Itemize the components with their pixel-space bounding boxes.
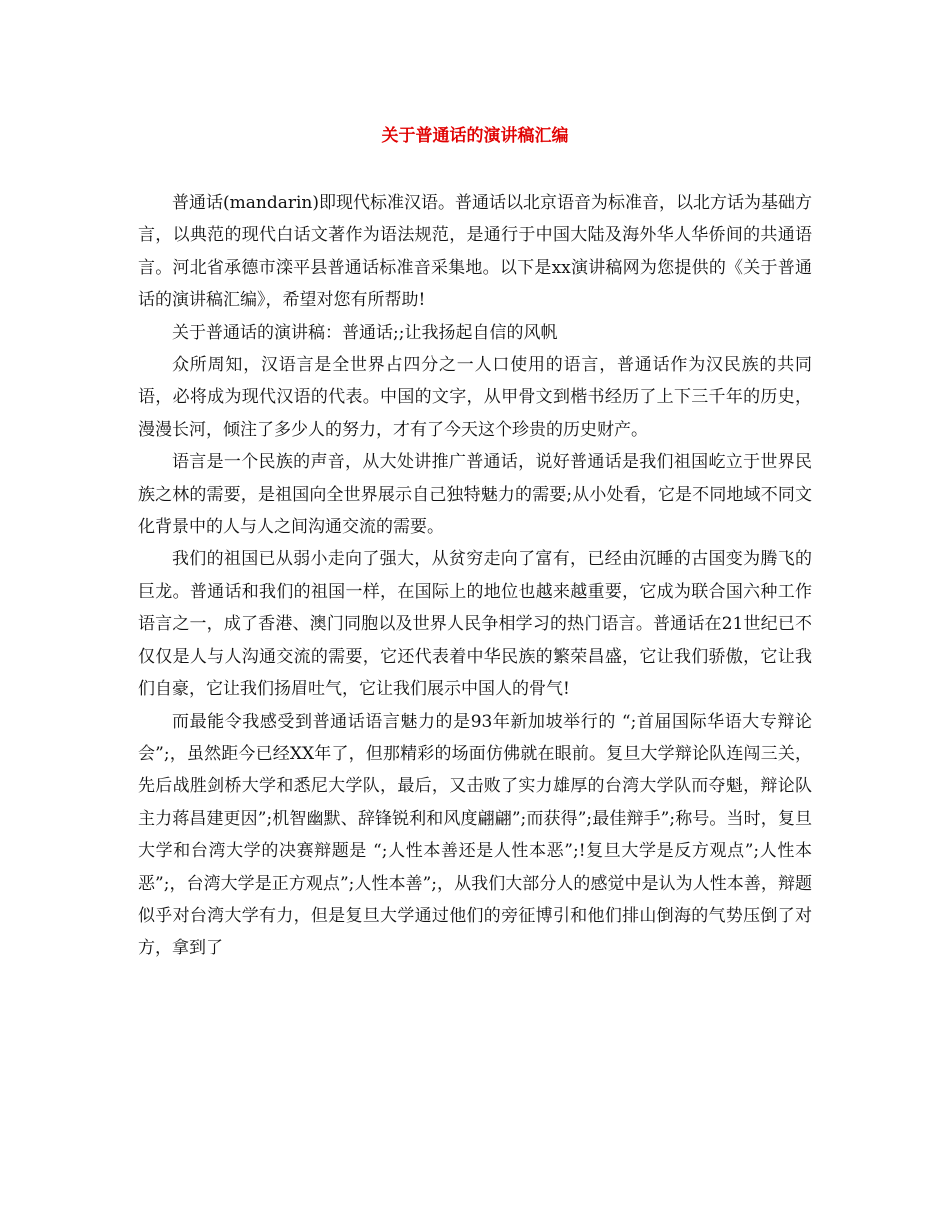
paragraph-national-voice: 语言是一个民族的声音，从大处讲推广普通话，说好普通话是我们祖国屹立于世界民族之林的需要，是祖国向全世界展示自己独特魅力的需要;从小处看，它是不同地域不同文化背景中的人与人之间沟通交流的需要。 — [138, 452, 812, 538]
document-body — [138, 187, 812, 965]
document-title: 关于普通话的演讲稿汇编 — [381, 126, 569, 146]
paragraph-intro: 普通话(mandarin)即现代标准汉语。普通话以北京语音为标准音，以北方话为基础方言，以典范的现代白话文著作为语法规范，是通行于中国大陆及海外华人华侨间的共通语言。河北省承德市滦平县普通话标准音采集地。以下是xx演讲稿网为您提供的《关于普通话的演讲稿汇编》，希望对您有所帮助! — [138, 193, 812, 311]
paragraph-motherland: 我们的祖国已从弱小走向了强大，从贫穷走向了富有，已经由沉睡的古国变为腾飞的巨龙。普通话和我们的祖国一样，在国际上的地位也越来越重要，它成为联合国六种工作语言之一，成了香港、澳门同胞以及世界人民争相学习的热门语言。普通话在21世纪已不仅仅是人与人沟通交流的需要，它还代表着中华民族的繁荣昌盛，它让我们骄傲，它让我们自豪，它让我们扬眉吐气，它让我们展示中国人的骨气! — [138, 549, 812, 700]
paragraph-debate: 而最能令我感受到普通话语言魅力的是93年新加坡举行的 “;首届国际华语大专辩论会”;，虽然距今已经XX年了，但那精彩的场面仿佛就在眼前。复旦大学辩论队连闯三关，先后战胜剑桥大学和悉尼大学队，最后，又击败了实力雄厚的台湾大学队而夺魁，辩论队主力蒋昌建更因”;机智幽默、辞锋锐利和风度翩翩”;而获得”;最佳辩手”;称号。当时，复旦大学和台湾大学的决赛辩题是 “;人性本善还是人性本恶”;!复旦大学是反方观点”;人性本恶”;，台湾大学是正方观点”;人性本善”;，从我们大部分人的感觉中是认为人性本善，辩题似乎对台湾大学有力，但是复旦大学通过他们的旁征博引和他们排山倒海的气势压倒了对方，拿到了 — [138, 711, 812, 959]
paragraph-speech-heading: 关于普通话的演讲稿：普通话;;让我扬起自信的风帆 — [172, 322, 558, 343]
paragraph-chinese-language: 众所周知，汉语言是全世界占四分之一人口使用的语言，普通话作为汉民族的共同语，必将成为现代汉语的代表。中国的文字，从甲骨文到楷书经历了上下三千年的历史，漫漫长河，倾注了多少人的努力，才有了今天这个珍贵的历史财产。 — [138, 355, 812, 440]
